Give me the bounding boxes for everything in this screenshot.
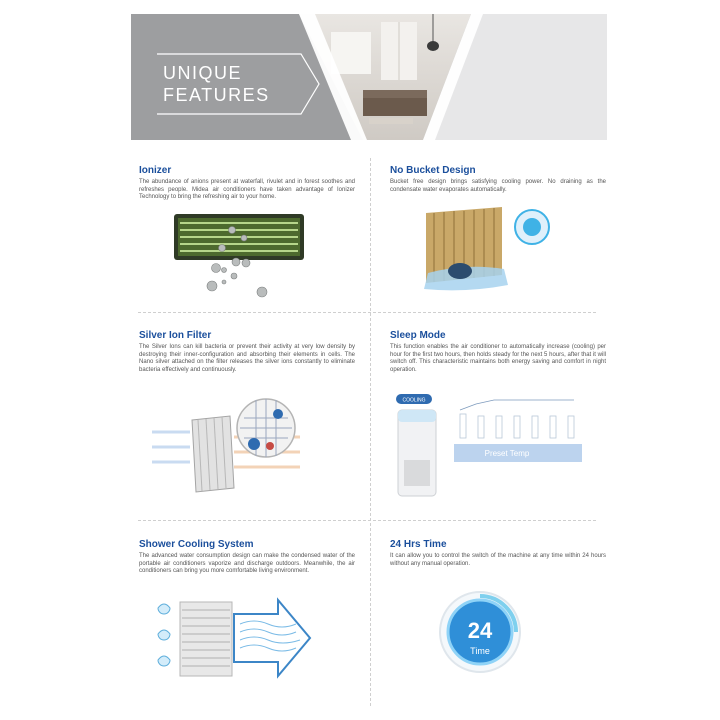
preset-temp-label: Preset Temp [484,449,530,458]
row-divider-1 [138,312,596,313]
banner-title-line2: FEATURES [163,85,270,105]
feature-title: Silver Ion Filter [139,330,212,341]
feature-title: Ionizer [139,165,172,176]
timer-label: Time [470,646,490,656]
banner-title-line1: UNIQUE [163,63,243,83]
feature-sleep-mode [390,330,606,374]
feature-description: The abundance of anions present at waterfall, rivulet and in forest soothes and refreshes people. Midea air conditioners have taken advantage of Ionizer Technology to bring the refreshing air to your home. [139,179,355,201]
sleep-mode-illustration [392,392,592,502]
feature-title: Sleep Mode [390,330,446,341]
no-bucket-illustration [406,205,556,295]
feature-title: 24 Hrs Time [390,539,447,550]
unique-features-banner [131,14,607,140]
timer-illustration [430,582,530,682]
row-divider-2 [138,520,596,521]
banner-title [163,62,270,106]
feature-description: The Silver Ions can kill bacteria or prevent their activity at very low density by destroying their inner-configuration and absorbing their elements in cells. The Nano silver attached on the filter releases the silver ions constantly to eliminate bacteria effectively and continuously. [139,344,355,373]
feature-shower-cooling [139,539,355,576]
column-divider [370,158,371,706]
feature-no-bucket-design [390,165,606,194]
feature-title: Shower Cooling System [139,539,254,550]
cooling-badge: COOLING [402,397,426,404]
feature-title: No Bucket Design [390,165,476,176]
silver-ion-filter-illustration [150,392,320,502]
feature-ionizer [139,165,355,202]
feature-silver-ion-filter [139,330,355,374]
feature-24-hrs-time [390,539,606,568]
feature-description: The advanced water consumption design can make the condensed water of the portable air conditioners vaporize and discharge outdoors. Meanwhile, the air conditioners can bring you more comfortable living environment. [139,553,355,575]
feature-description: It can allow you to control the switch of the machine at any time within 24 hours without any manual operation. [390,553,606,567]
ionizer-illustration [172,212,322,302]
timer-digits: 24 [467,618,493,643]
shower-cooling-illustration [150,596,320,696]
feature-description: Bucket free design brings satisfying cooling power. No draining as the condensate water evaporates automatically. [390,179,606,193]
feature-description: This function enables the air conditioner to automatically increase (cooling) per hour for the first two hours, then holds steady for the next 5 hours, after that it will switch off. This characteristic maintains both energy saving and comfort in night operation. [390,344,606,373]
